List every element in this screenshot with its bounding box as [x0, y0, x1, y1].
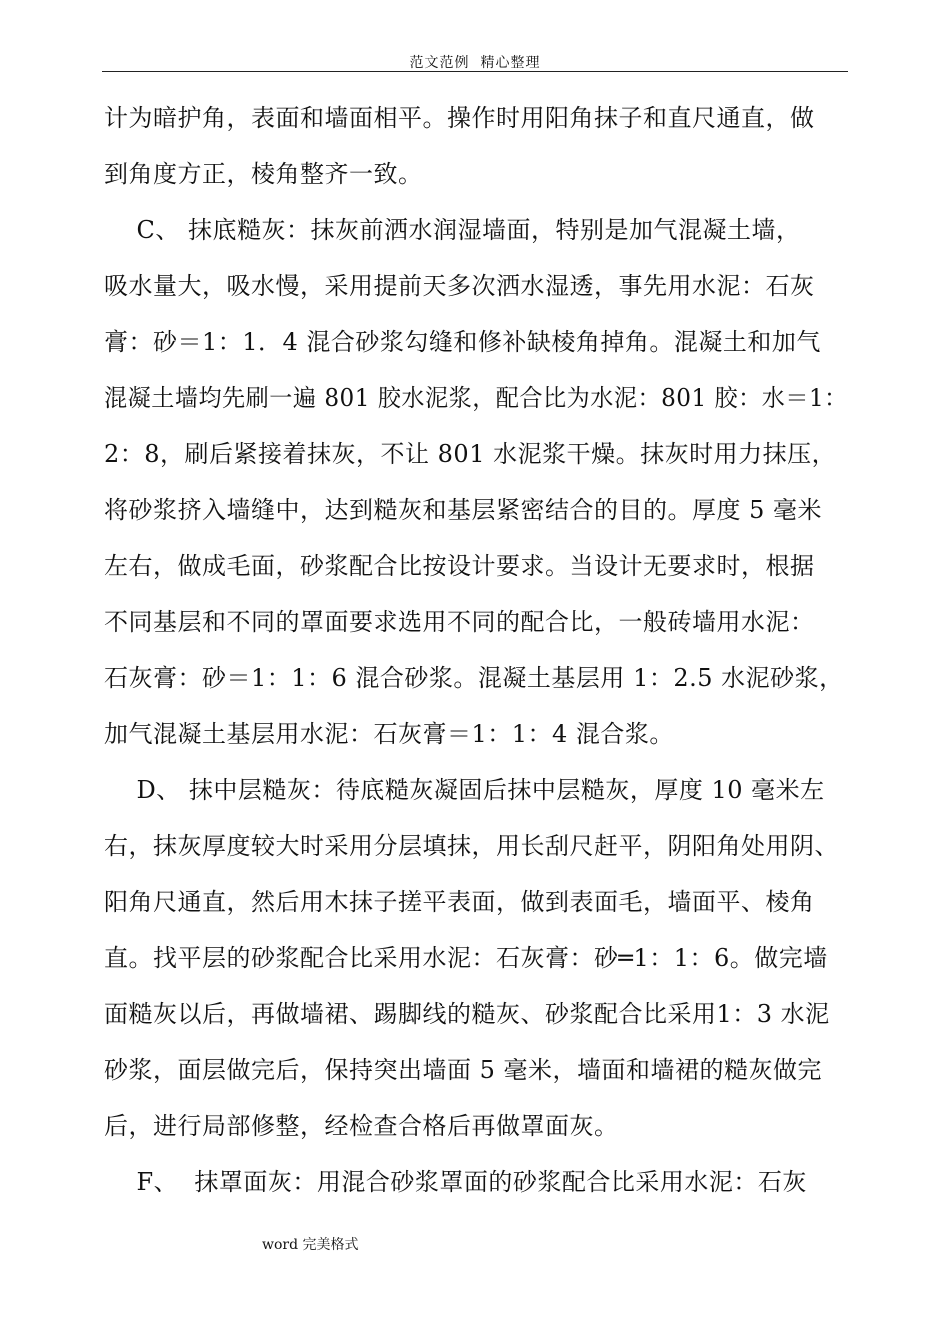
text-line: 不同基层和不同的罩面要求选用不同的配合比，一般砖墙用水泥： [104, 608, 815, 636]
text-line: 石灰膏：砂＝1：1：6 混合砂浆。混凝土基层用 1：2.5 水泥砂浆， [104, 664, 844, 692]
text-line: 阳角尺通直，然后用木抹子搓平表面，做到表面毛，墙面平、棱角 [104, 888, 815, 916]
text-line: 2：8，刷后紧接着抹灰，不让 801 水泥浆干燥。抹灰时用力抹压， [104, 440, 837, 468]
text-line: 直。找平层的砂浆配合比采用水泥：石灰膏：砂═1：1：6。做完墙 [104, 944, 828, 972]
text-line: 砂浆，面层做完后，保持突出墙面 5 毫米，墙面和墙裙的糙灰做完 [104, 1056, 823, 1084]
text-line: F、 抹罩面灰：用混合砂浆罩面的砂浆配合比采用水泥：石灰 [104, 1168, 807, 1196]
text-line: 膏：砂＝1：1．4 混合砂浆勾缝和修补缺棱角掉角。混凝土和加气 [104, 328, 821, 356]
text-line: 右，抹灰厚度较大时采用分层填抹，用长刮尺赶平，阴阳角处用阴、 [104, 832, 839, 860]
header-divider [102, 71, 848, 72]
text-line: 左右，做成毛面，砂浆配合比按设计要求。当设计无要求时，根据 [104, 552, 815, 580]
text-line: 到角度方正，棱角整齐一致。 [104, 160, 423, 188]
text-line: C、 抹底糙灰：抹灰前洒水润湿墙面，特别是加气混凝土墙， [104, 216, 801, 244]
page-footer: word 完美格式 [262, 1237, 359, 1253]
text-line: 吸水量大，吸水慢，采用提前天多次洒水湿透，事先用水泥：石灰 [104, 272, 815, 300]
page-header: 范文范例 精心整理 [409, 55, 541, 71]
text-line: 面糙灰以后，再做墙裙、踢脚线的糙灰、砂浆配合比采用1：3 水泥 [104, 1000, 830, 1028]
text-line: 将砂浆挤入墙缝中，达到糙灰和基层紧密结合的目的。厚度 5 毫米 [104, 496, 823, 524]
text-line: 后，进行局部修整，经检查合格后再做罩面灰。 [104, 1112, 619, 1140]
text-line: 计为暗护角，表面和墙面相平。操作时用阳角抹子和直尺通直，做 [104, 104, 815, 132]
text-line: 加气混凝土基层用水泥：石灰膏＝1：1：4 混合浆。 [104, 720, 674, 748]
text-line: 混凝土墙均先刷一遍 801 胶水泥浆，配合比为水泥：801 胶：水＝1： [104, 384, 848, 412]
text-line: D、 抹中层糙灰：待底糙灰凝固后抹中层糙灰，厚度 10 毫米左 [104, 776, 825, 804]
